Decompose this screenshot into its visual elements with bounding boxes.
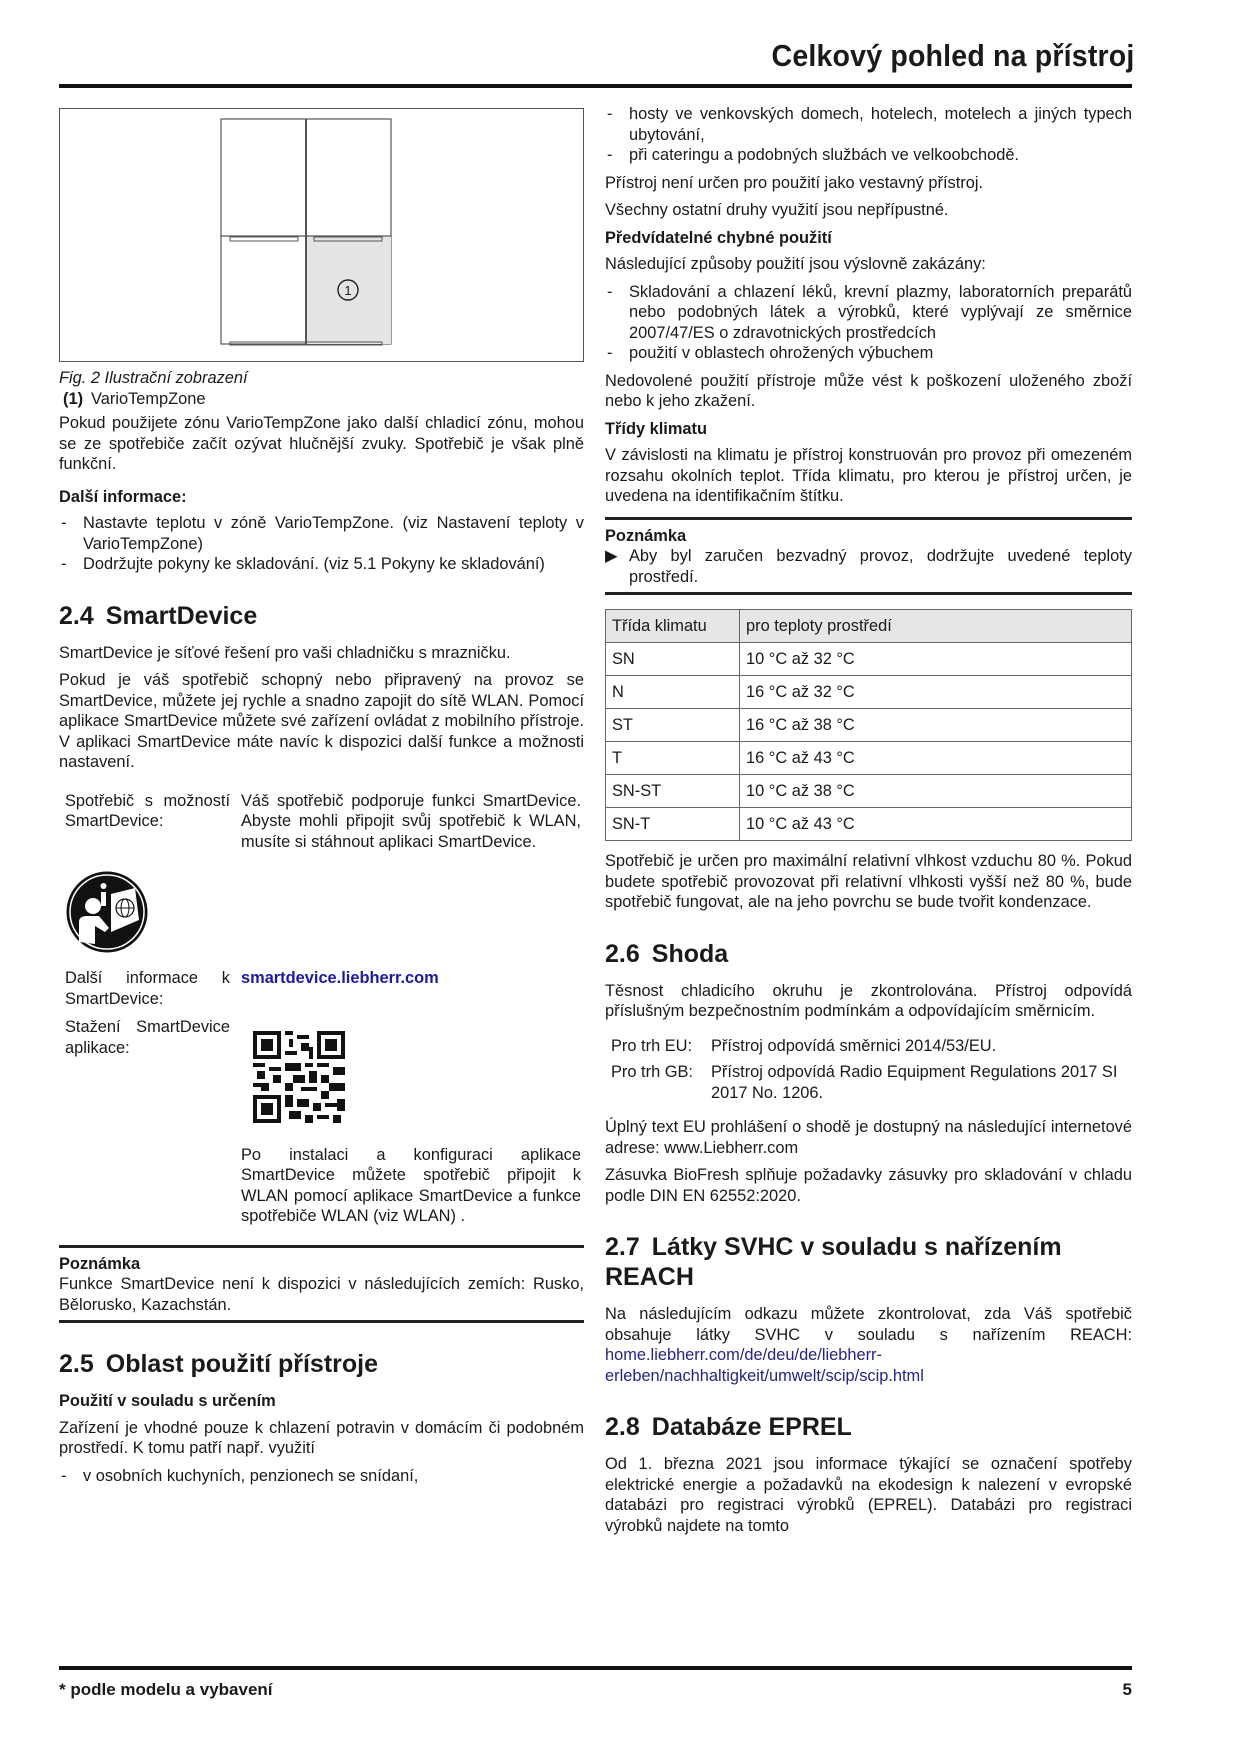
humidity-paragraph: Spotřebič je určen pro maximální relativní vlhkost vzduchu 80 %. Pokud budete spotřebič provozovat při relativní vlhkosti vyšší než 80 %, bude spotřebič fungovat, ale na jeho povrchu se bude tvořit kondenzace.	[605, 852, 1132, 911]
row-label: Stažení SmartDevice aplikace:	[65, 1018, 230, 1057]
smartdevice-capable-row	[59, 791, 584, 853]
more-info-heading: Další informace:	[59, 487, 187, 506]
declaration-paragraph: Úplný text EU prohlášení o shodě je dostupný na následující internetové adrese: www.Liebherr.com	[605, 1118, 1132, 1157]
intended-use-list-cont	[605, 104, 1132, 166]
misuse-heading: Předvídatelné chybné použití	[605, 228, 832, 247]
table-row: T 16 °C až 43 °C	[606, 742, 1132, 775]
page-number: 5	[1122, 1680, 1132, 1699]
vario-paragraph: Pokud použijete zónu VarioTempZone jako další chladicí zónu, mohou se ze spotřebiče začít ozývat hlučnější zvuky. Spotřebič je však plně funkční.	[59, 414, 584, 473]
biofresh-paragraph: Zásuvka BioFresh splňuje požadavky zásuvky pro skladování v chladu podle DIN EN 62552:2020.	[605, 1166, 1132, 1205]
misuse-intro: Následující způsoby použití jsou výslovně zakázány:	[605, 255, 986, 273]
section-heading-2-7: 2.7 Látky SVHC v souladu s nařízením REACH	[605, 1233, 1062, 1291]
more-info-list	[59, 513, 584, 575]
column-header: pro teploty prostředí	[740, 610, 1132, 643]
note-text: Aby byl zaručen bezvadný provoz, dodržujte uvedené teploty prostředí.	[629, 547, 1132, 586]
climate-class-table	[605, 609, 1132, 841]
intended-use-paragraph: Zařízení je vhodné pouze k chlazení potravin v domácím či podobném prostředí. K tomu patří např. využití	[59, 1418, 584, 1457]
footer-rule	[59, 1666, 1132, 1670]
list-item[interactable]: - Nastavte teplotu v zóně VarioTempZone. (viz Nastavení teploty v VarioTempZone)	[59, 513, 584, 554]
conformity-eu-row	[611, 1036, 1132, 1057]
figure-appliance	[59, 108, 584, 362]
callout-number: 1	[344, 283, 352, 298]
note-box	[605, 517, 1132, 596]
climate-paragraph: V závislosti na klimatu je přístroj konstruován pro provoz při omezeném rozsahu okolních teplot. Třída klimatu, pro kterou je přístroj určen, je uvedena na identifikačním štítku.	[605, 446, 1132, 505]
note-heading: Poznámka	[605, 526, 687, 545]
misuse-list	[605, 282, 1132, 364]
list-item[interactable]: - Dodržujte pokyny ke skladování. (viz 5.1 Pokyny ke skladování)	[59, 554, 584, 575]
smartdevice-paragraph: Pokud je váš spotřebič schopný nebo připravený na provoz se SmartDevice, můžete jej rychle a snadno zapojit do sítě WLAN. Pomocí aplikace SmartDevice můžete své zařízení ovládat z mobilního přístroje. V aplikaci SmartDevice máte navíc k dispozici další funkce a možnosti nastavení.	[59, 671, 584, 771]
note-text: Funkce SmartDevice není k dispozici v následujících zemích: Rusko, Bělorusko, Kazachstán.	[59, 1275, 584, 1314]
other-use-paragraph: Všechny ostatní druhy využití jsou nepřípustné.	[605, 201, 949, 219]
list-item: - při cateringu a podobných službách ve velkoobchodě.	[605, 145, 1132, 166]
left-column	[59, 104, 584, 1493]
table-row: ST 16 °C až 38 °C	[606, 709, 1132, 742]
smartdevice-intro: SmartDevice je síťové řešení pro vaši chladničku s mrazničku.	[59, 643, 511, 662]
smartdevice-link[interactable]: smartdevice.liebherr.com	[241, 969, 439, 987]
section-heading-2-4: 2.4 SmartDevice	[59, 601, 258, 630]
note-instruction	[605, 546, 1132, 587]
legend-number: (1)	[63, 389, 84, 408]
download-app-row	[59, 1017, 584, 1129]
list-item: - v osobních kuchyních, penzionech se snídaní,	[59, 1466, 584, 1487]
header-rule	[59, 84, 1132, 88]
eprel-paragraph: Od 1. března 2021 jsou informace týkající se označení spotřeby elektrické energie a požadavků na ekodesign k nalezení v evropské databázi pro registraci výrobků (EPREL). Databázi pro registraci výrobků najdete na tomto	[605, 1455, 1132, 1535]
section-heading-2-6: 2.6 Shoda	[605, 939, 729, 968]
right-column	[605, 104, 1132, 1543]
note-box	[59, 1245, 584, 1324]
table-header-row	[606, 610, 1132, 643]
footer-note: * podle modelu a vybavení	[59, 1680, 273, 1699]
list-item: - Skladování a chlazení léků, krevní plazmy, laboratorních preparátů nebo podobných látek a výrobků, které vyplývají ze směrnice 2007/47/ES o zdravotnických prostředcích	[605, 282, 1132, 344]
row-label: Pro trh GB:	[611, 1063, 693, 1081]
row-value: Přístroj odpovídá směrnici 2014/53/EU.	[711, 1036, 997, 1055]
row-label: Další informace k SmartDevice:	[65, 969, 230, 1008]
row-value: Přístroj odpovídá Radio Equipment Regulations 2017 SI 2017 No. 1206.	[711, 1063, 1118, 1102]
qr-code-icon[interactable]	[253, 1031, 345, 1123]
climate-heading: Třídy klimatu	[605, 419, 708, 438]
figure-legend	[59, 389, 584, 410]
list-item: - hosty ve venkovských domech, hotelech, motelech a jiných typech ubytování,	[605, 104, 1132, 145]
builtin-paragraph: Přístroj není určen pro použití jako vestavný přístroj.	[605, 173, 984, 192]
conformity-paragraph: Těsnost chladicího okruhu je zkontrolována. Přístroj odpovídá příslušným bezpečnostním podmínkám a odpovídajícím směrnicím.	[605, 981, 1132, 1020]
section-heading-2-8: 2.8 Databáze EPREL	[605, 1413, 852, 1441]
row-label: Spotřebič s možností SmartDevice:	[65, 791, 230, 830]
table-row: SN-T 10 °C až 43 °C	[606, 808, 1132, 841]
reach-link[interactable]: home.liebherr.com/de/deu/de/liebherr-erleben/nachhaltigkeit/umwelt/scip/scip.html	[605, 1346, 924, 1385]
row-value: Váš spotřebič podporuje funkci SmartDevice. Abyste mohli připojit svůj spotřebič k WLAN, musíte si stáhnout aplikaci SmartDevice.	[241, 791, 581, 851]
column-header: Třída klimatu	[606, 610, 740, 643]
fridge-illustration-icon	[220, 118, 392, 350]
list-item: - použití v oblastech ohrožených výbuchem	[605, 343, 1132, 364]
table-row: SN-ST 10 °C až 38 °C	[606, 775, 1132, 808]
note-heading: Poznámka	[59, 1254, 141, 1273]
intended-use-list	[59, 1466, 584, 1487]
row-label: Pro trh EU:	[611, 1036, 693, 1055]
after-install-row	[59, 1145, 584, 1227]
intended-use-heading: Použití v souladu s určením	[59, 1392, 276, 1410]
section-heading-2-5: 2.5 Oblast použití přístroje	[59, 1350, 379, 1378]
legend-label: VarioTempZone	[91, 389, 206, 408]
table-row: SN 10 °C až 32 °C	[606, 643, 1132, 676]
figure-caption: Fig. 2 Ilustrační zobrazení	[59, 369, 248, 387]
misuse-warning: Nedovolené použití přístroje může vést k poškození uloženého zboží nebo k jeho zkažení.	[605, 371, 1132, 410]
more-info-row	[59, 968, 584, 1009]
arrow-right-icon: ▶	[605, 547, 618, 565]
table-row: N 16 °C až 32 °C	[606, 676, 1132, 709]
conformity-gb-row	[611, 1062, 1132, 1103]
info-laptop-globe-icon	[65, 870, 149, 954]
after-install-text: Po instalaci a konfiguraci aplikace SmartDevice můžete spotřebič připojit k WLAN pomocí aplikace SmartDevice a funkce spotřebiče WLAN (viz WLAN) .	[241, 1145, 581, 1225]
reach-paragraph: Na následujícím odkazu můžete zkontrolovat, zda Váš spotřebič obsahuje látky SVHC v souladu s nařízením REACH: home.liebherr.com/de/deu/de/liebherr-erleben/nachhaltigkeit/umwelt/scip/scip.html	[605, 1305, 1132, 1385]
page-title: Celkový pohled na přístroj	[772, 38, 1135, 73]
